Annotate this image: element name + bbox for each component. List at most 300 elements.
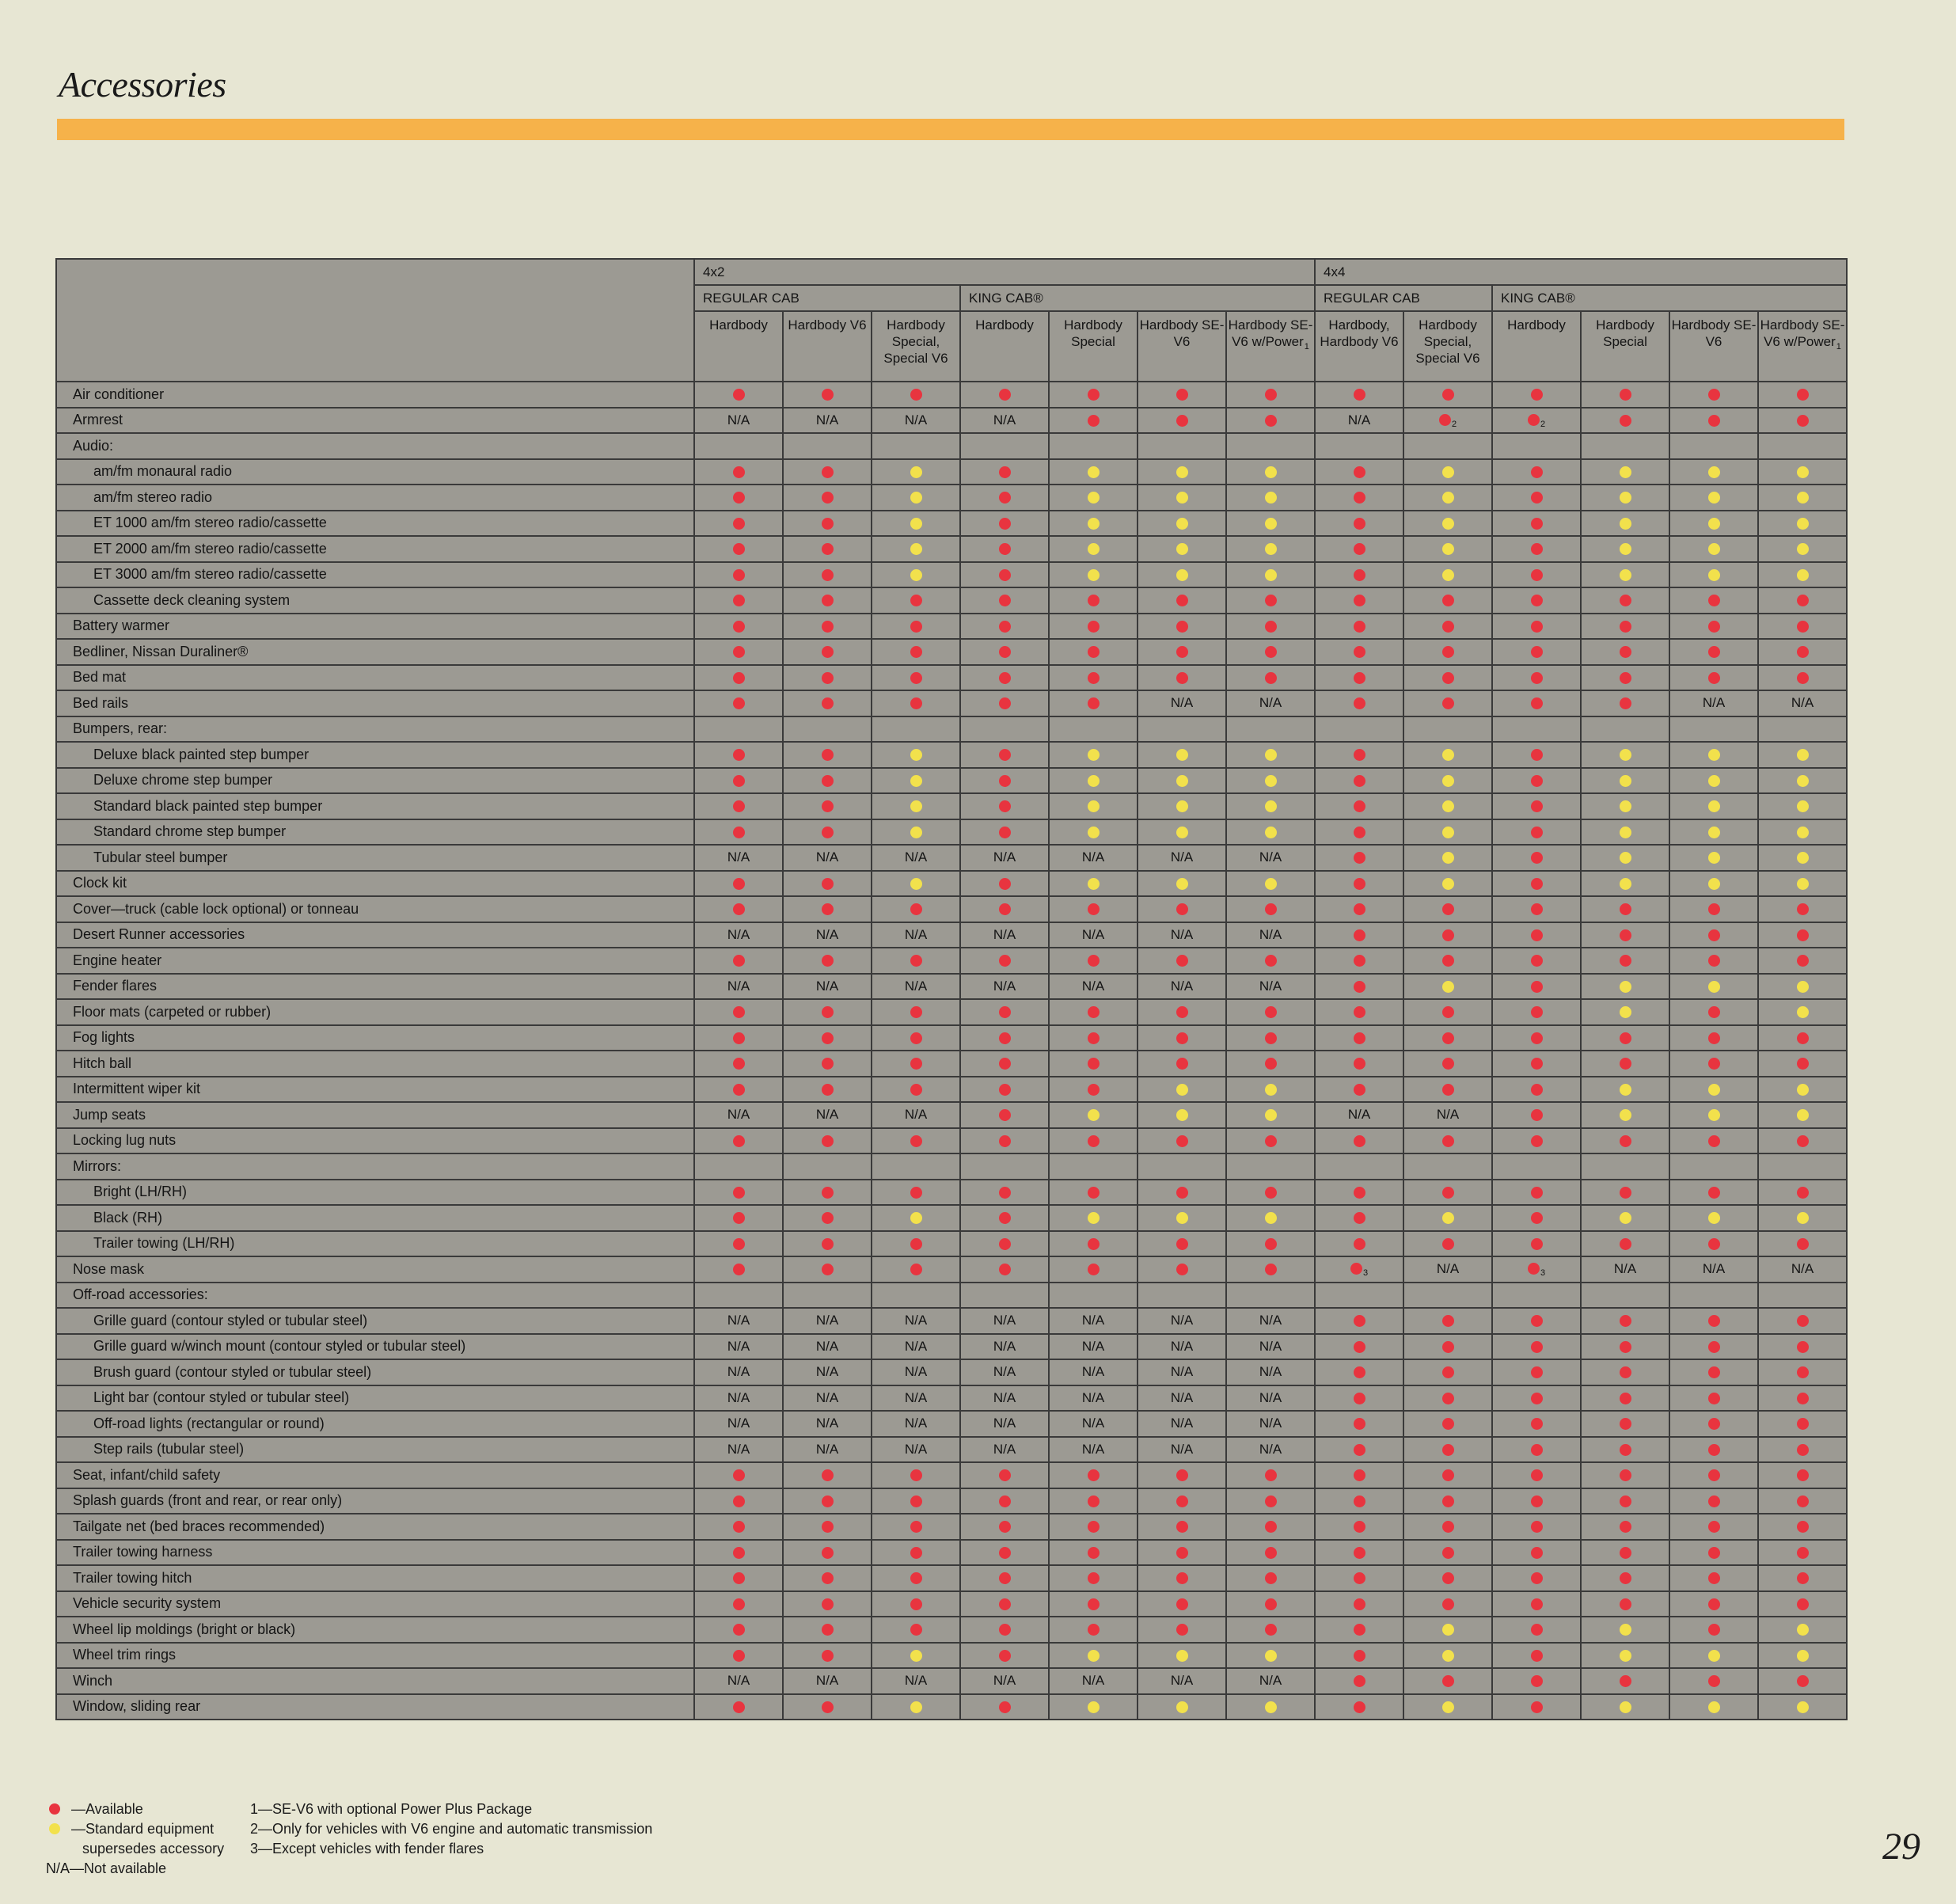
- standard-cell: [1758, 459, 1847, 485]
- model-header: [1049, 311, 1138, 382]
- available-cell: [1049, 1591, 1138, 1617]
- red-dot-icon: [1797, 415, 1809, 427]
- model-header-label: Hardbody Special, Special V6: [883, 317, 948, 366]
- accessory-label: Splash guards (front and rear, or rear only): [56, 1488, 694, 1514]
- empty-cell: [1315, 1153, 1403, 1180]
- available-cell: [960, 665, 1049, 691]
- red-dot-icon: [733, 878, 745, 890]
- accessory-label: Nose mask: [56, 1256, 694, 1283]
- red-dot-icon: [1531, 621, 1543, 633]
- red-dot-icon: [1442, 1547, 1454, 1559]
- available-cell: [783, 819, 872, 846]
- red-dot-icon: [1797, 646, 1809, 658]
- standard-cell: [1758, 793, 1847, 819]
- standard-cell: [1049, 871, 1138, 897]
- red-dot-icon: [733, 1238, 745, 1250]
- red-dot-icon: [1442, 1366, 1454, 1378]
- not-available-cell: N/A: [1226, 1668, 1315, 1694]
- yellow-dot-icon: [1442, 749, 1454, 761]
- yellow-dot-icon: [1708, 518, 1720, 530]
- red-dot-icon: [1350, 1263, 1362, 1275]
- available-cell: [1226, 665, 1315, 691]
- accessory-label: Cassette deck cleaning system: [56, 587, 694, 614]
- standard-cell: [1581, 511, 1669, 537]
- available-cell: [1403, 1308, 1492, 1334]
- red-dot-icon: [1531, 1058, 1543, 1070]
- not-available-cell: N/A: [1138, 1308, 1226, 1334]
- red-dot-icon: [1354, 1187, 1365, 1199]
- available-cell: [694, 1256, 783, 1283]
- available-cell: [783, 742, 872, 768]
- available-cell: [1669, 1308, 1758, 1334]
- red-dot-icon: [1088, 1032, 1100, 1044]
- available-cell: [1138, 1256, 1226, 1283]
- accessory-label: Window, sliding rear: [56, 1694, 694, 1720]
- red-dot-icon: [910, 1006, 922, 1018]
- red-dot-icon: [822, 903, 834, 915]
- available-cell: [1758, 1051, 1847, 1077]
- empty-cell: [1669, 1283, 1758, 1309]
- red-dot-icon: [733, 749, 745, 761]
- available-cell: [1138, 1462, 1226, 1488]
- standard-cell: [1758, 871, 1847, 897]
- red-dot-icon: [1265, 955, 1277, 967]
- yellow-dot-icon: [1265, 749, 1277, 761]
- red-dot-icon: [1354, 929, 1365, 941]
- red-dot-icon: [1442, 1006, 1454, 1018]
- accessory-label: Off-road lights (rectangular or round): [56, 1411, 694, 1437]
- red-dot-icon: [1620, 1238, 1631, 1250]
- table-row: [56, 819, 1847, 846]
- available-cell: [1581, 1411, 1669, 1437]
- empty-cell: [1669, 1153, 1758, 1180]
- yellow-dot-icon: [1620, 827, 1631, 838]
- yellow-dot-icon: [1797, 1212, 1809, 1224]
- red-dot-icon: [733, 1032, 745, 1044]
- red-dot-icon: [1176, 595, 1188, 606]
- red-dot-icon: [1354, 1315, 1365, 1327]
- available-cell: [960, 485, 1049, 511]
- available-cell: [783, 768, 872, 794]
- available-cell: [1315, 690, 1403, 716]
- red-dot-icon: [1708, 1547, 1720, 1559]
- not-available-cell: N/A: [1226, 1411, 1315, 1437]
- empty-cell: [1138, 433, 1226, 459]
- red-dot-icon: [999, 1058, 1011, 1070]
- available-cell: [694, 1051, 783, 1077]
- standard-cell: [1226, 536, 1315, 562]
- red-dot-icon: [1088, 697, 1100, 709]
- available-cell: [1492, 408, 1581, 434]
- yellow-dot-icon: [910, 518, 922, 530]
- available-cell: [1315, 1334, 1403, 1360]
- footnote: 2—Only for vehicles with V6 engine and automatic transmission: [250, 1821, 653, 1837]
- red-dot-icon: [1797, 1598, 1809, 1610]
- available-cell: [1492, 1437, 1581, 1463]
- red-dot-icon: [1354, 1366, 1365, 1378]
- available-cell: [1049, 587, 1138, 614]
- not-available-cell: N/A: [1226, 1385, 1315, 1412]
- available-cell: [960, 1025, 1049, 1051]
- available-cell: [960, 742, 1049, 768]
- red-dot-icon: [1265, 1006, 1277, 1018]
- available-cell: [1669, 1334, 1758, 1360]
- red-dot-icon: [910, 1084, 922, 1096]
- standard-cell: [1758, 1205, 1847, 1231]
- yellow-dot-icon: [1265, 775, 1277, 787]
- red-dot-icon: [822, 1701, 834, 1713]
- yellow-dot-icon: [1088, 1650, 1100, 1662]
- red-dot-icon: [999, 1264, 1011, 1275]
- standard-cell: [1758, 819, 1847, 846]
- available-cell: [1403, 1668, 1492, 1694]
- available-cell: [783, 1128, 872, 1154]
- available-cell: [1403, 408, 1492, 434]
- red-dot-icon: [999, 878, 1011, 890]
- available-cell: [1403, 690, 1492, 716]
- red-dot-icon: [1265, 621, 1277, 633]
- table-row: [56, 1256, 1847, 1283]
- accessory-label: Fender flares: [56, 974, 694, 1000]
- not-available-cell: N/A: [960, 1359, 1049, 1385]
- empty-cell: [1669, 716, 1758, 743]
- available-cell: [1049, 1565, 1138, 1591]
- available-cell: [1758, 1514, 1847, 1540]
- red-dot-icon: [1531, 929, 1543, 941]
- available-cell: [1492, 1128, 1581, 1154]
- red-dot-icon: [733, 569, 745, 581]
- empty-cell: [783, 433, 872, 459]
- red-dot-icon: [733, 672, 745, 684]
- red-dot-icon: [910, 697, 922, 709]
- available-cell: [1049, 1231, 1138, 1257]
- available-cell: [1315, 819, 1403, 846]
- not-available-cell: N/A: [1049, 922, 1138, 948]
- available-cell: [960, 536, 1049, 562]
- yellow-dot-icon: [1176, 466, 1188, 478]
- available-cell: [1581, 690, 1669, 716]
- available-cell: [1049, 1051, 1138, 1077]
- available-cell: [694, 1205, 783, 1231]
- accessory-label: Locking lug nuts: [56, 1128, 694, 1154]
- yellow-dot-icon: [1265, 1650, 1277, 1662]
- red-dot-icon: [1088, 903, 1100, 915]
- title-accent-bar: [57, 119, 1844, 140]
- red-dot-icon: [910, 1187, 922, 1199]
- red-dot-icon: [1176, 1032, 1188, 1044]
- available-cell: [872, 999, 960, 1025]
- red-dot-icon: [1620, 1315, 1631, 1327]
- empty-cell: [1049, 433, 1138, 459]
- available-cell: [783, 382, 872, 408]
- available-cell: [1403, 948, 1492, 974]
- red-dot-icon: [1797, 1366, 1809, 1378]
- available-cell: [1315, 511, 1403, 537]
- yellow-dot-icon: [1708, 1109, 1720, 1121]
- available-cell: [872, 639, 960, 665]
- yellow-dot-icon: [910, 749, 922, 761]
- not-available-cell: N/A: [872, 1102, 960, 1128]
- red-dot-icon: [1265, 595, 1277, 606]
- available-cell: [1315, 1643, 1403, 1669]
- red-dot-icon: [999, 466, 1011, 478]
- not-available-cell: N/A: [783, 974, 872, 1000]
- available-cell: [1403, 922, 1492, 948]
- red-dot-icon: [822, 389, 834, 401]
- available-cell: [960, 948, 1049, 974]
- available-cell: [783, 948, 872, 974]
- empty-cell: [872, 1283, 960, 1309]
- yellow-dot-icon: [1088, 827, 1100, 838]
- available-cell: [1315, 459, 1403, 485]
- red-dot-icon: [822, 672, 834, 684]
- yellow-dot-icon: [1708, 1701, 1720, 1713]
- red-dot-icon: [1531, 569, 1543, 581]
- red-dot-icon: [1531, 827, 1543, 838]
- red-dot-icon: [1088, 415, 1100, 427]
- available-cell: [1049, 1128, 1138, 1154]
- red-dot-icon: [822, 1547, 834, 1559]
- available-cell: [960, 793, 1049, 819]
- available-cell: [1669, 1180, 1758, 1206]
- not-available-cell: N/A: [783, 922, 872, 948]
- available-cell: [1669, 1514, 1758, 1540]
- table-row: [56, 1359, 1847, 1385]
- available-cell: [694, 690, 783, 716]
- available-cell: [1403, 1540, 1492, 1566]
- available-cell: [1138, 382, 1226, 408]
- available-cell: [1581, 896, 1669, 922]
- red-dot-icon: [1354, 1521, 1365, 1533]
- table-row: [56, 845, 1847, 871]
- available-cell: [1315, 922, 1403, 948]
- not-available-cell: N/A: [1049, 974, 1138, 1000]
- available-cell: [960, 382, 1049, 408]
- red-dot-icon: [733, 595, 745, 606]
- available-cell: [1581, 1128, 1669, 1154]
- red-dot-icon: [1531, 1187, 1543, 1199]
- available-cell: [1403, 382, 1492, 408]
- not-available-cell: N/A: [694, 845, 783, 871]
- available-cell: [1581, 948, 1669, 974]
- yellow-dot-icon: [1797, 749, 1809, 761]
- available-cell: [872, 1462, 960, 1488]
- available-cell: [1138, 948, 1226, 974]
- standard-cell: [872, 485, 960, 511]
- red-dot-icon: [1442, 621, 1454, 633]
- red-dot-icon: [1531, 981, 1543, 993]
- table-row: [56, 1437, 1847, 1463]
- model-header: [960, 311, 1049, 382]
- standard-cell: [1669, 845, 1758, 871]
- available-cell: [1403, 614, 1492, 640]
- available-cell: [1226, 999, 1315, 1025]
- standard-cell: [1758, 768, 1847, 794]
- yellow-dot-icon: [1088, 1109, 1100, 1121]
- available-cell: [783, 1462, 872, 1488]
- standard-cell: [1226, 459, 1315, 485]
- yellow-dot-icon: [1088, 800, 1100, 812]
- available-cell: [960, 871, 1049, 897]
- red-dot-icon: [910, 1598, 922, 1610]
- available-cell: [694, 665, 783, 691]
- red-dot-icon: [733, 492, 745, 504]
- red-dot-icon: [822, 697, 834, 709]
- available-cell: [783, 1180, 872, 1206]
- standard-cell: [1758, 742, 1847, 768]
- available-cell: [1403, 1077, 1492, 1103]
- red-dot-icon: [733, 1084, 745, 1096]
- accessory-label: Bedliner, Nissan Duraliner®: [56, 639, 694, 665]
- table-row: [56, 1334, 1847, 1360]
- not-available-cell: N/A: [694, 1334, 783, 1360]
- red-dot-icon: [1531, 389, 1543, 401]
- standard-cell: [1581, 1694, 1669, 1720]
- red-dot-icon: [1442, 1135, 1454, 1147]
- red-dot-icon: [999, 1187, 1011, 1199]
- yellow-dot-icon: [1708, 492, 1720, 504]
- yellow-dot-icon: [1176, 1650, 1188, 1662]
- available-cell: [1492, 1565, 1581, 1591]
- standard-cell: [1226, 793, 1315, 819]
- accessory-label: Light bar (contour styled or tubular steel): [56, 1385, 694, 1412]
- available-cell: [1138, 1591, 1226, 1617]
- red-dot-icon: [1265, 646, 1277, 658]
- table-row: [56, 1180, 1847, 1206]
- available-cell: [1138, 1565, 1226, 1591]
- yellow-dot-icon: [1708, 749, 1720, 761]
- empty-cell: [1226, 1153, 1315, 1180]
- available-cell: [1581, 1488, 1669, 1514]
- standard-cell: [1581, 768, 1669, 794]
- available-cell: [694, 1488, 783, 1514]
- yellow-dot-icon: [1620, 1084, 1631, 1096]
- red-dot-icon: [1708, 1521, 1720, 1533]
- available-cell: [1492, 1411, 1581, 1437]
- red-dot-icon: [999, 1572, 1011, 1584]
- accessory-label: ET 1000 am/fm stereo radio/cassette: [56, 511, 694, 537]
- red-dot-icon: [1708, 1572, 1720, 1584]
- empty-cell: [1403, 1153, 1492, 1180]
- red-dot-icon: [1531, 1675, 1543, 1687]
- accessory-label: Tailgate net (bed braces recommended): [56, 1514, 694, 1540]
- model-header: [1138, 311, 1226, 382]
- available-cell: [872, 1514, 960, 1540]
- yellow-dot-icon: [1797, 1109, 1809, 1121]
- red-dot-icon: [822, 569, 834, 581]
- yellow-dot-icon: [1620, 749, 1631, 761]
- footnote-marker: 2: [1451, 419, 1457, 429]
- available-cell: [960, 999, 1049, 1025]
- red-dot-icon: [1442, 1572, 1454, 1584]
- yellow-dot-icon: [1708, 827, 1720, 838]
- available-cell: [1403, 1359, 1492, 1385]
- available-cell: [694, 536, 783, 562]
- standard-cell: [1138, 742, 1226, 768]
- yellow-dot-icon: [1442, 981, 1454, 993]
- available-cell: [1315, 1617, 1403, 1643]
- yellow-dot-icon: [1708, 569, 1720, 581]
- drive-group-header: 4x4: [1315, 259, 1847, 285]
- standard-cell: [1226, 511, 1315, 537]
- yellow-dot-icon: [1797, 1084, 1809, 1096]
- red-dot-icon: [1442, 1187, 1454, 1199]
- accessory-label: Seat, infant/child safety: [56, 1462, 694, 1488]
- available-cell: [783, 690, 872, 716]
- red-dot-icon: [1354, 595, 1365, 606]
- standard-cell: [1226, 819, 1315, 846]
- available-cell: [1226, 639, 1315, 665]
- not-available-cell: N/A: [783, 1385, 872, 1412]
- empty-cell: [1758, 433, 1847, 459]
- legend-available: [46, 1799, 224, 1819]
- red-dot-icon: [1708, 1315, 1720, 1327]
- red-dot-icon: [910, 903, 922, 915]
- not-available-cell: N/A: [1049, 1334, 1138, 1360]
- available-cell: [872, 1025, 960, 1051]
- available-cell: [1758, 1180, 1847, 1206]
- available-cell: [1315, 1694, 1403, 1720]
- yellow-dot-icon: [1442, 518, 1454, 530]
- red-dot-icon: [1265, 1572, 1277, 1584]
- red-dot-icon: [1531, 1109, 1543, 1121]
- red-dot-icon: [822, 1598, 834, 1610]
- available-cell: [1403, 1051, 1492, 1077]
- available-cell: [1581, 382, 1669, 408]
- available-cell: [694, 639, 783, 665]
- red-dot-icon: [1708, 1624, 1720, 1636]
- standard-cell: [1581, 793, 1669, 819]
- yellow-dot-icon: [1797, 543, 1809, 555]
- table-row: [56, 1385, 1847, 1412]
- standard-cell: [1138, 1205, 1226, 1231]
- yellow-dot-icon: [1797, 878, 1809, 890]
- available-cell: [1492, 819, 1581, 846]
- red-dot-icon: [1620, 955, 1631, 967]
- available-cell: [1049, 1462, 1138, 1488]
- available-cell: [1403, 1128, 1492, 1154]
- available-cell: [1669, 948, 1758, 974]
- available-cell: [960, 614, 1049, 640]
- available-cell: [1049, 1617, 1138, 1643]
- available-cell: [783, 1488, 872, 1514]
- available-cell: [1758, 922, 1847, 948]
- red-dot-icon: [1708, 1135, 1720, 1147]
- available-cell: [1315, 639, 1403, 665]
- empty-cell: [1226, 716, 1315, 743]
- red-dot-icon: [1708, 595, 1720, 606]
- available-cell: [1758, 1359, 1847, 1385]
- red-dot-icon: [1797, 1521, 1809, 1533]
- not-available-cell: N/A: [783, 1668, 872, 1694]
- not-available-cell: N/A: [960, 845, 1049, 871]
- red-dot-icon: [1354, 749, 1365, 761]
- available-cell: [1315, 485, 1403, 511]
- red-dot-icon: [1354, 1212, 1365, 1224]
- not-available-cell: N/A: [1049, 1411, 1138, 1437]
- red-dot-icon: [999, 595, 1011, 606]
- not-available-cell: N/A: [1138, 1385, 1226, 1412]
- red-dot-icon: [1708, 1032, 1720, 1044]
- available-cell: [1315, 948, 1403, 974]
- yellow-dot-icon: [1265, 1701, 1277, 1713]
- available-cell: [1581, 1565, 1669, 1591]
- available-cell: [1138, 1231, 1226, 1257]
- red-dot-icon: [1620, 595, 1631, 606]
- red-dot-icon: [1354, 1650, 1365, 1662]
- standard-cell: [1758, 485, 1847, 511]
- available-cell: [1226, 1025, 1315, 1051]
